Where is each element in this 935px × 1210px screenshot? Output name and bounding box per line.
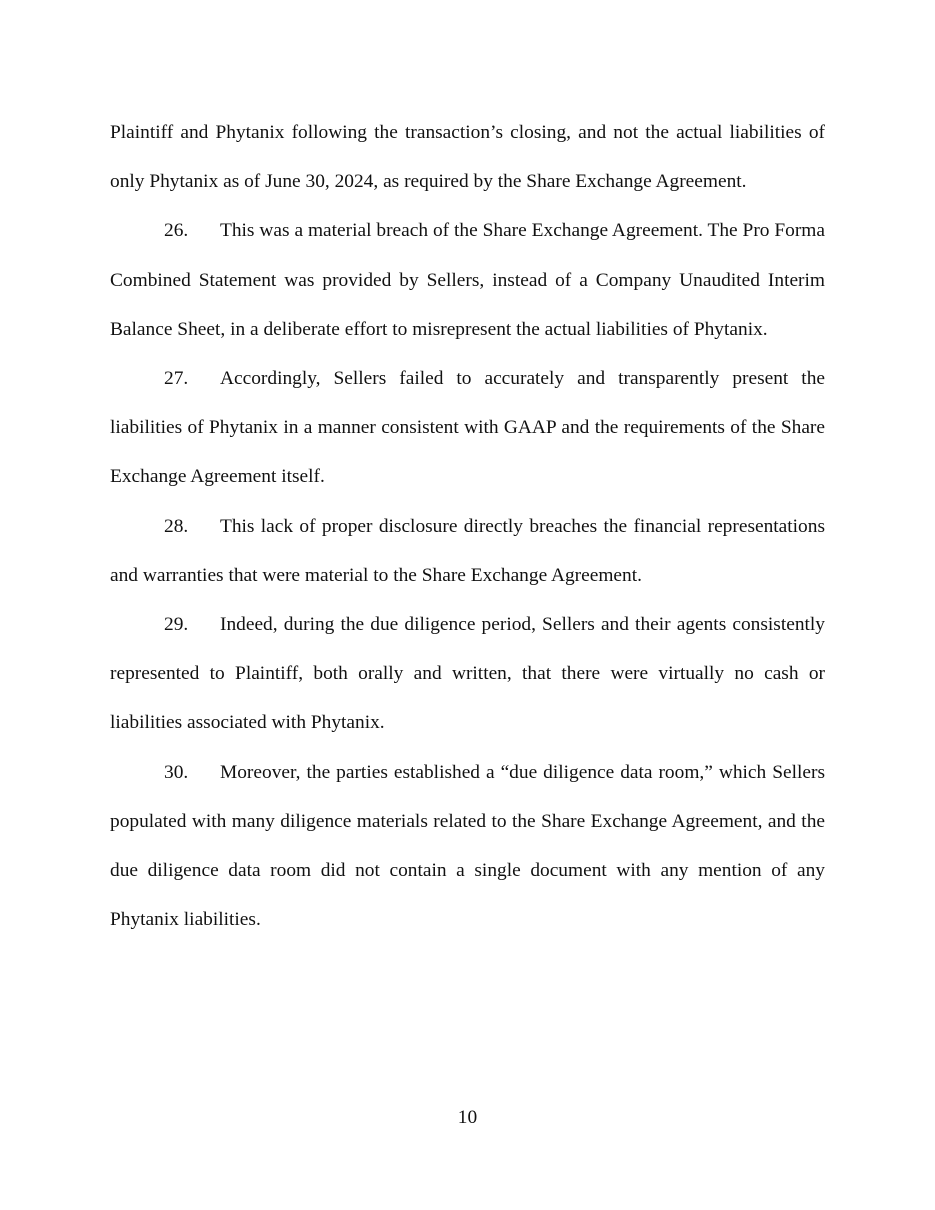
paragraph-text: Indeed, during the due diligence period, Sellers and their agents consistently represented to Plaintiff, both orally and written, that there were virtually no cash or liabilities associated with Phytanix. bbox=[110, 614, 825, 734]
paragraph-29 bbox=[110, 600, 825, 748]
paragraph-text: This lack of proper disclosure directly breaches the financial representations and warranties that were material to the Share Exchange Agreement. bbox=[110, 515, 825, 586]
paragraph-number: 29. bbox=[164, 614, 189, 636]
paragraph-number: 27. bbox=[164, 368, 189, 390]
continuation-paragraph: Plaintiff and Phytanix following the transaction’s closing, and not the actual liabilities of only Phytanix as of June 30, 2024, as required by the Share Exchange Agreement. bbox=[110, 122, 825, 193]
paragraph-text: Moreover, the parties established a “due diligence data room,” which Sellers populated with many diligence materials related to the Share Exchange Agreement, and the due diligence data room did not contain a single document with any mention of any Phytanix liabilities. bbox=[110, 761, 825, 931]
page-number: 10 bbox=[457, 1107, 478, 1128]
paragraph-28 bbox=[110, 502, 825, 600]
paragraph-text: This was a material breach of the Share Exchange Agreement. The Pro Forma Combined Statement was provided by Sellers, instead of a Company Unaudited Interim Balance Sheet, in a deliberate effort to misrepresent the actual liabilities of Phytanix. bbox=[110, 220, 825, 340]
paragraph-30 bbox=[110, 748, 825, 945]
paragraph-number: 28. bbox=[164, 515, 189, 537]
paragraph-26 bbox=[110, 206, 825, 354]
paragraph-number: 30. bbox=[164, 761, 189, 783]
document-body bbox=[110, 108, 825, 944]
paragraph-27 bbox=[110, 354, 825, 502]
paragraph-number: 26. bbox=[164, 220, 189, 242]
paragraph-text: Accordingly, Sellers failed to accurately and transparently present the liabilities of Phytanix in a manner consistent with GAAP and the requirements of the Share Exchange Agreement itself. bbox=[110, 368, 825, 488]
